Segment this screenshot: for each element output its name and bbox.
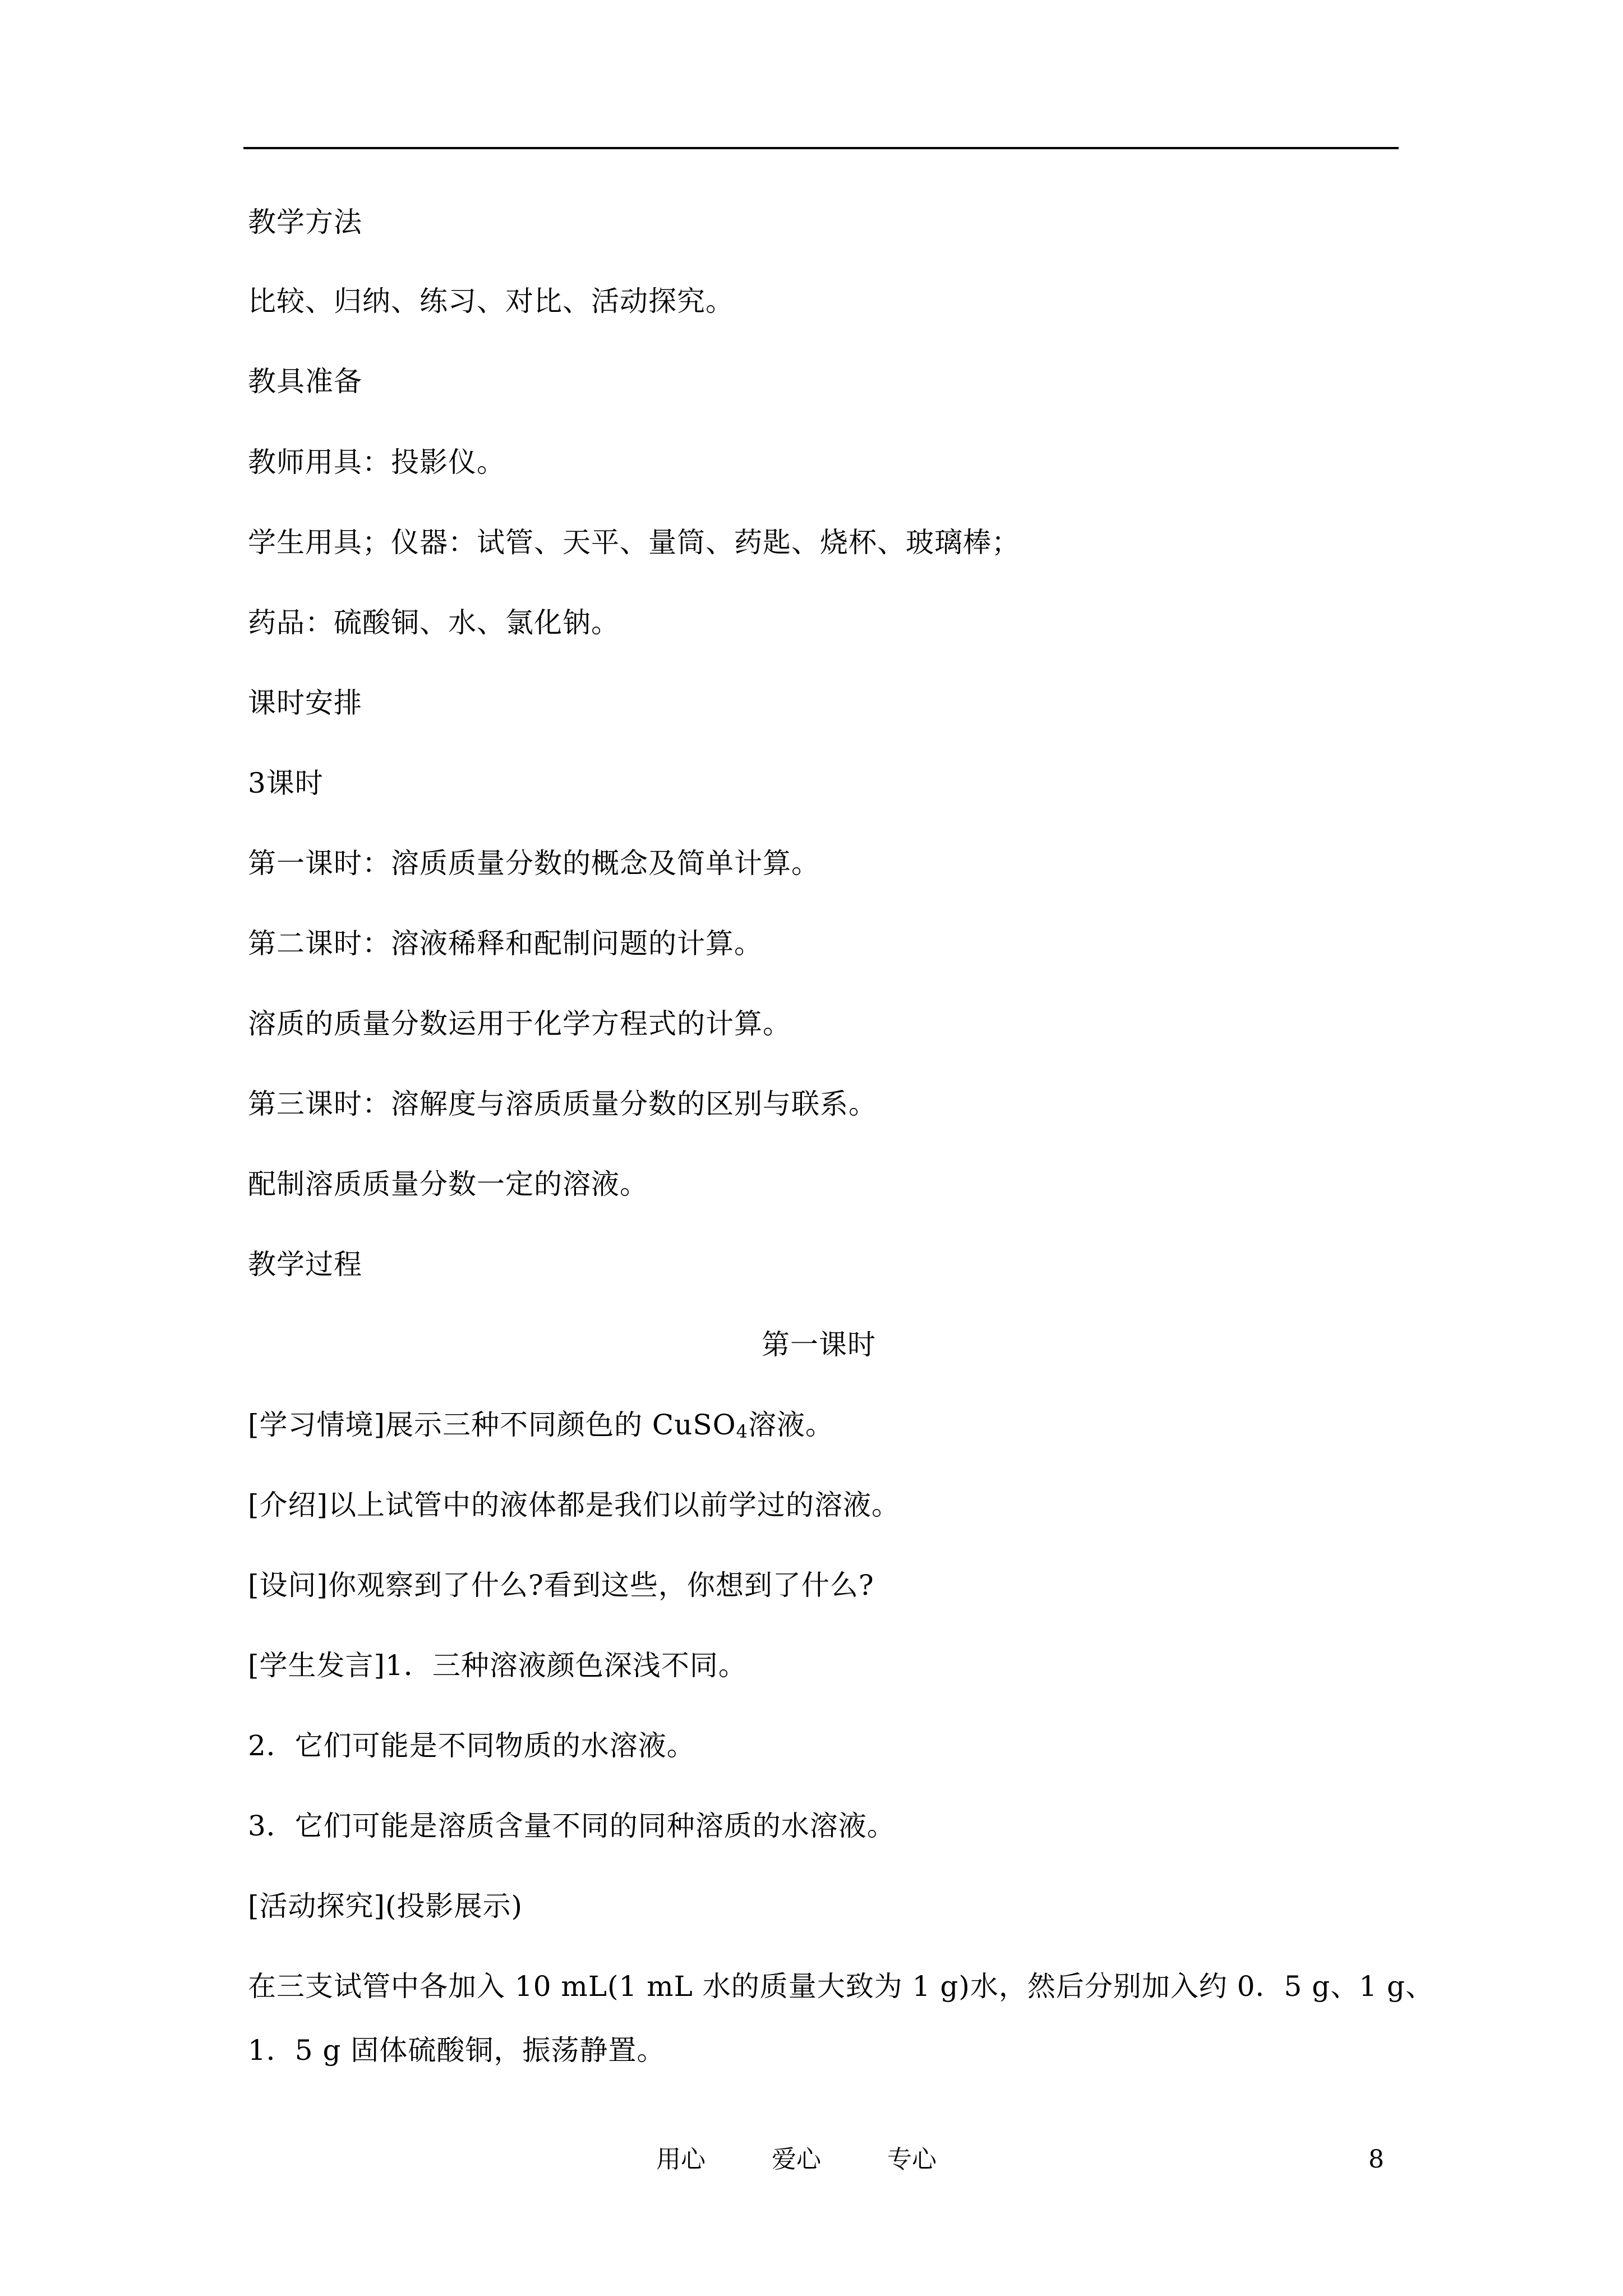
paragraph: 比较、归纳、练习、对比、活动探究。 [248, 285, 734, 318]
paragraph: 第三课时：溶解度与溶质质量分数的区别与联系。 [248, 1088, 877, 1120]
paragraph: [活动探究](投影展示) [248, 1890, 523, 1922]
paragraph: 教师用具：投影仪。 [248, 446, 505, 478]
paragraph: 1．5 g 固体硫酸铜，振荡静置。 [248, 2034, 666, 2067]
paragraph: [设问]你观察到了什么?看到这些，你想到了什么? [248, 1569, 874, 1602]
situation-prefix: [学习情境]展示三种不同颜色的 CuSO [248, 1409, 736, 1441]
footer-motto [656, 2143, 937, 2177]
header-rule [243, 147, 1399, 149]
paragraph-situation [248, 1407, 834, 1443]
paragraph: 溶质的质量分数运用于化学方程式的计算。 [248, 1007, 791, 1040]
footer-motto-item: 用心 [656, 2145, 706, 2174]
heading-schedule: 课时安排 [248, 687, 362, 719]
paragraph: 第二课时：溶液稀释和配制问题的计算。 [248, 927, 763, 960]
paragraph: 2．它们可能是不同物质的水溶液。 [248, 1729, 695, 1762]
heading-teaching-process: 教学过程 [248, 1248, 362, 1281]
paragraph: 配制溶质质量分数一定的溶液。 [248, 1168, 648, 1200]
page-number: 8 [1368, 2145, 1384, 2174]
paragraph: 在三支试管中各加入 10 mL(1 mL 水的质量大致为 1 g)水，然后分别加入约 0．5 g、1 g、 [248, 1970, 1434, 2003]
section-title: 第一课时 [762, 1328, 876, 1361]
paragraph: 3课时 [248, 767, 324, 799]
formula-subscript: 4 [736, 1421, 748, 1442]
paragraph: 学生用具；仪器：试管、天平、量筒、药匙、烧杯、玻璃棒； [248, 526, 1020, 559]
paragraph: 第一课时：溶质质量分数的概念及简单计算。 [248, 847, 820, 880]
footer-motto-item: 爱心 [772, 2145, 821, 2174]
situation-suffix: 溶液。 [748, 1409, 834, 1441]
heading-teaching-aids: 教具准备 [248, 365, 362, 398]
paragraph: [介绍]以上试管中的液体都是我们以前学过的溶液。 [248, 1489, 901, 1521]
paragraph: 药品：硫酸铜、水、氯化钠。 [248, 606, 620, 639]
heading-teaching-method: 教学方法 [248, 206, 362, 238]
paragraph: 3．它们可能是溶质含量不同的同种溶质的水溶液。 [248, 1810, 896, 1842]
paragraph: [学生发言]1．三种溶液颜色深浅不同。 [248, 1649, 747, 1682]
footer-motto-item: 专心 [887, 2145, 937, 2174]
